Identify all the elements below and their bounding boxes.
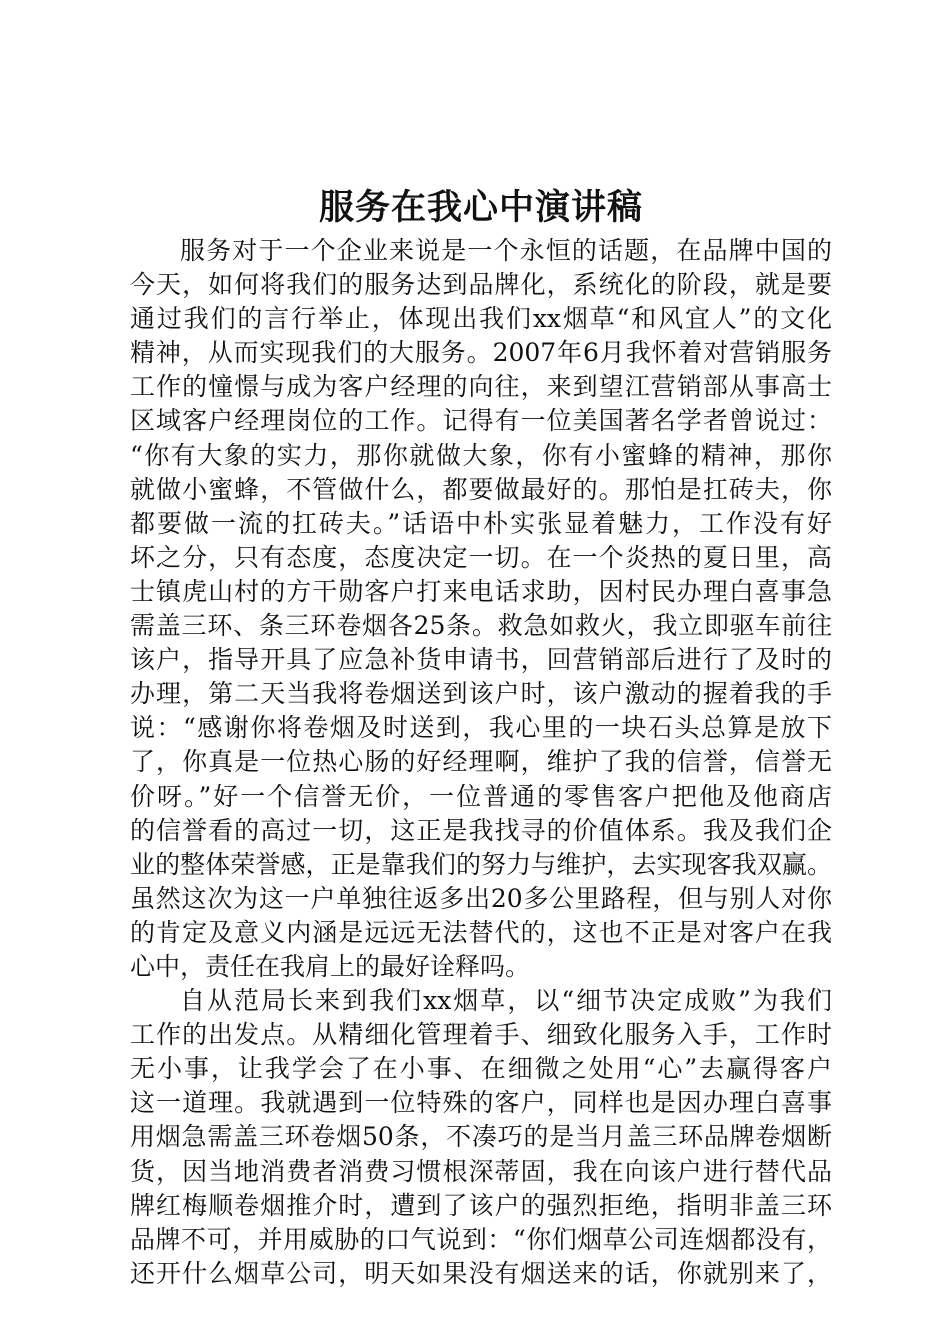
text-line: 还开什么烟草公司，明天如果没有烟送来的话，你就别来了， — [130, 1258, 832, 1288]
document-page — [130, 184, 832, 1291]
text-line: 价呀。”好一个信誉无价，一位普通的零售客户把他及他商店 — [130, 781, 832, 811]
text-line: 无小事，让我学会了在小事、在细微之处用“心”去赢得客户 — [130, 1054, 832, 1084]
text-line: 士镇虎山村的方干勋客户打来电话求助，因村民办理白喜事急 — [130, 576, 832, 606]
text-line: 的肯定及意义内涵是远远无法替代的，这也不正是对客户在我 — [130, 917, 832, 947]
text-line: 都要做一流的扛砖夫。”话语中朴实张显着魅力，工作没有好 — [130, 508, 832, 538]
text-line: 心中，责任在我肩上的最好诠释吗。 — [130, 951, 531, 981]
text-line: 需盖三环、条三环卷烟各25条。救急如救火，我立即驱车前往 — [130, 611, 832, 641]
text-line: 自从范局长来到我们xx烟草，以“细节决定成败”为我们 — [180, 986, 832, 1016]
text-line: 工作的出发点。从精细化管理着手、细致化服务入手，工作时 — [130, 1020, 832, 1050]
text-line: 这一道理。我就遇到一位特殊的客户，同样也是因办理白喜事 — [130, 1088, 832, 1118]
text-line: 业的整体荣誉感，正是靠我们的努力与维护，去实现客我双赢。 — [130, 849, 832, 879]
text-line: “你有大象的实力，那你就做大象，你有小蜜蜂的精神，那你 — [130, 440, 832, 470]
text-line: 货，因当地消费者消费习惯根深蒂固，我在向该户进行替代品 — [130, 1156, 832, 1186]
text-line: 牌红梅顺卷烟推介时，遭到了该户的强烈拒绝，指明非盖三环 — [130, 1190, 832, 1220]
text-line: 就做小蜜蜂，不管做什么，都要做最好的。那怕是扛砖夫，你 — [130, 474, 832, 504]
text-line: 服务对于一个企业来说是一个永恒的话题，在品牌中国的 — [180, 236, 832, 265]
text-line: 说：“感谢你将卷烟及时送到，我心里的一块石头总算是放下 — [130, 713, 832, 743]
text-line: 精神，从而实现我们的大服务。2007年6月我怀着对营销服务 — [130, 338, 832, 368]
text-line: 品牌不可，并用威胁的口气说到：“你们烟草公司连烟都没有， — [130, 1224, 832, 1254]
paragraph-1 — [130, 234, 832, 984]
text-line: 今天，如何将我们的服务达到品牌化，系统化的阶段，就是要 — [130, 270, 832, 300]
text-line: 工作的憧憬与成为客户经理的向往，来到望江营销部从事高士 — [130, 372, 832, 402]
document-title: 服务在我心中演讲稿 — [318, 187, 643, 228]
text-line: 了，你真是一位热心肠的好经理啊，维护了我的信誉，信誉无 — [130, 747, 832, 777]
text-line: 坏之分，只有态度，态度决定一切。在一个炎热的夏日里，高 — [130, 542, 832, 572]
text-line: 虽然这次为这一户单独往返多出20多公里路程，但与别人对你 — [130, 883, 832, 913]
paragraph-2 — [130, 984, 832, 1291]
text-line: 的信誉看的高过一切，这正是我找寻的价值体系。我及我们企 — [130, 815, 832, 845]
text-line: 办理，第二天当我将卷烟送到该户时，该户激动的握着我的手 — [130, 679, 832, 709]
text-line: 用烟急需盖三环卷烟50条，不凑巧的是当月盖三环品牌卷烟断 — [130, 1122, 832, 1152]
text-line: 区域客户经理岗位的工作。记得有一位美国著名学者曾说过： — [130, 406, 832, 436]
text-line: 该户，指导开具了应急补货申请书，回营销部后进行了及时的 — [130, 645, 832, 675]
text-line: 通过我们的言行举止，体现出我们xx烟草“和风宜人”的文化 — [130, 304, 832, 334]
